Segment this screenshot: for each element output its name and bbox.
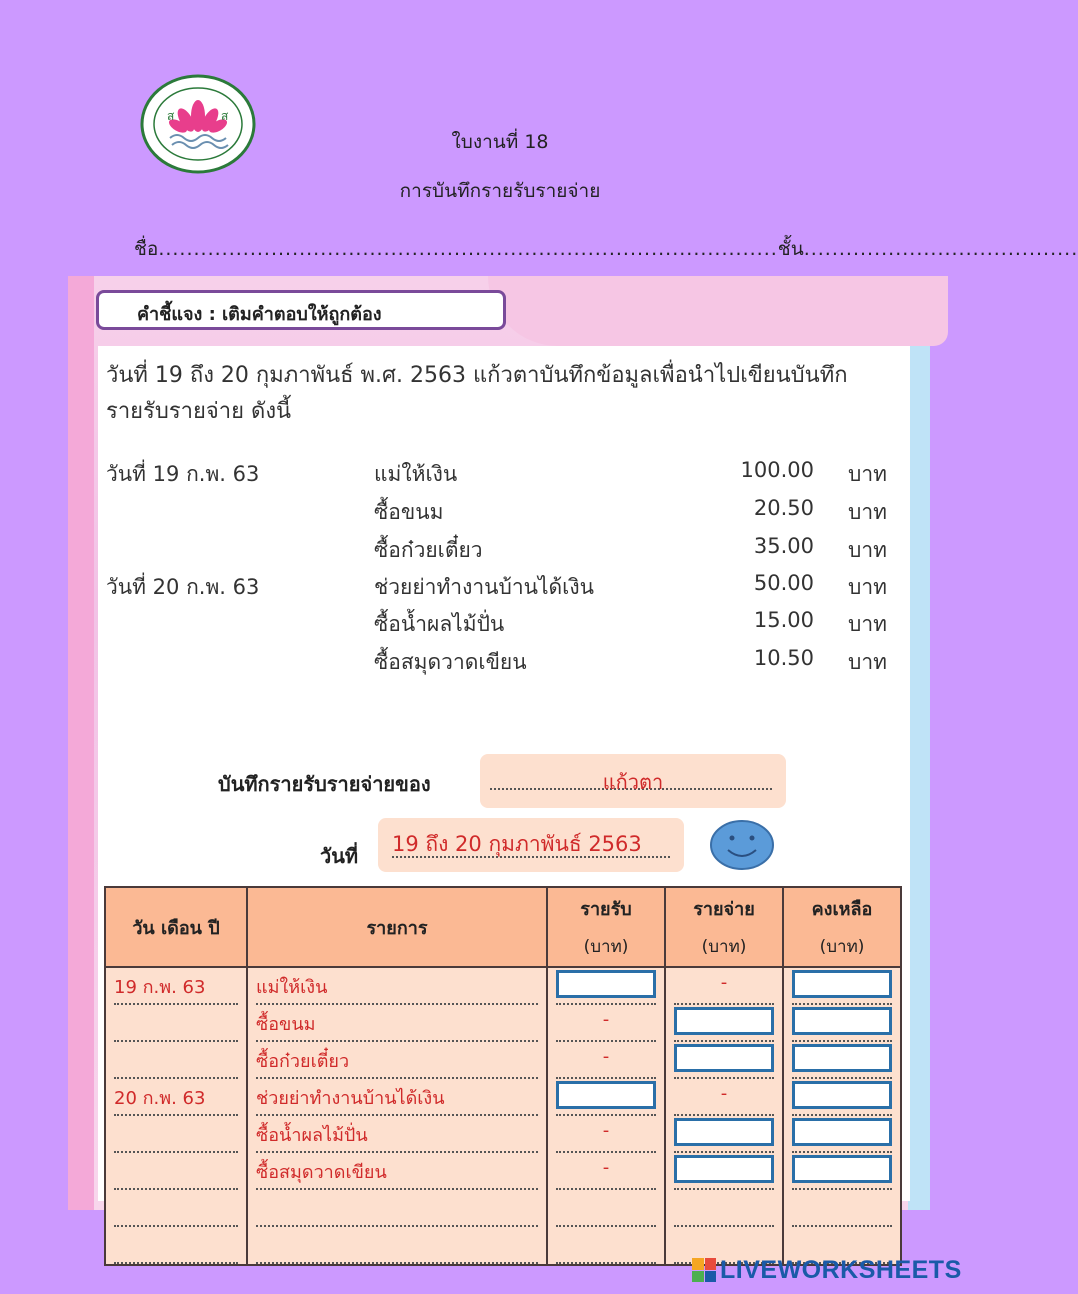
expense-column (665, 967, 783, 1265)
ledger-income-cell (556, 968, 656, 1005)
transaction-amount: 50.00 (753, 571, 814, 595)
header-expense: รายจ่าย (บาท) (665, 887, 783, 967)
ledger-table (104, 886, 902, 1266)
transaction-amount: 20.50 (753, 496, 814, 520)
worksheet-title: ใบงานที่ 18 (451, 131, 549, 153)
transaction-item: ซื้อก๋วยเตี๋ยว (374, 538, 483, 562)
ledger-item-cell (256, 1227, 538, 1264)
ledger-income-cell: - (556, 1042, 656, 1079)
ledger-income-cell: - (556, 1005, 656, 1042)
ledger-date-cell (114, 1227, 238, 1264)
name-class-line (134, 234, 1078, 264)
transaction-unit: บาท (848, 650, 887, 674)
ledger-item-cell: ซื้อขนม (256, 1005, 538, 1042)
ledger-date-cell (114, 1190, 238, 1227)
ledger-balance-cell (792, 1153, 892, 1190)
class-label: ชั้น (777, 238, 804, 260)
transaction-amount: 15.00 (753, 608, 814, 632)
expense-answer-input[interactable] (674, 1044, 774, 1072)
ledger-balance-cell (792, 1116, 892, 1153)
balance-answer-input[interactable] (792, 1007, 892, 1035)
smiley-icon (710, 820, 774, 870)
ledger-income-cell: - (556, 1116, 656, 1153)
ledger-item-cell: ซื้อน้ำผลไม้ปั่น (256, 1116, 538, 1153)
ledger-item-cell: ซื้อสมุดวาดเขียน (256, 1153, 538, 1190)
liveworksheets-logo[interactable] (692, 1256, 962, 1284)
balance-answer-input[interactable] (792, 970, 892, 998)
class-field[interactable]: ....................................... (803, 238, 1078, 260)
header-date: วัน เดือน ปี (105, 887, 247, 967)
transaction-date: วันที่ 19 ก.พ. 63 (106, 462, 260, 486)
expense-answer-input[interactable] (674, 1155, 774, 1183)
ledger-income-cell (556, 1079, 656, 1116)
ledger-expense-cell (674, 1005, 774, 1042)
record-date-box (378, 818, 684, 872)
record-date-value: 19 ถึง 20 กุมภาพันธ์ 2563 (392, 832, 642, 856)
ledger-expense-cell (674, 1042, 774, 1079)
ledger-expense-cell: - (674, 1079, 774, 1116)
school-logo (140, 74, 256, 174)
header-income: รายรับ (บาท) (547, 887, 665, 967)
intro-line-1: วันที่ 19 ถึง 20 กุมภาพันธ์ พ.ศ. 2563 แก้วตาบันทึกข้อมูลเพื่อนำไปเขียนบันทึก (106, 363, 848, 388)
transaction-unit: บาท (848, 500, 887, 524)
expense-answer-input[interactable] (674, 1118, 774, 1146)
record-date-label: วันที่ (320, 844, 359, 868)
name-label: ชื่อ (134, 238, 159, 260)
income-answer-input[interactable] (556, 1081, 656, 1109)
ledger-expense-cell (674, 1153, 774, 1190)
transaction-item: ซื้อน้ำผลไม้ปั่น (374, 612, 505, 636)
balance-column (783, 967, 901, 1265)
balance-answer-input[interactable] (792, 1081, 892, 1109)
intro-text (106, 358, 906, 430)
balance-answer-input[interactable] (792, 1155, 892, 1183)
record-owner-value: แก้วตา (602, 770, 664, 794)
transaction-amount: 100.00 (740, 458, 814, 482)
ledger-item-cell (256, 1190, 538, 1227)
ledger-item-cell: ช่วยย่าทำงานบ้านได้เงิน (256, 1079, 538, 1116)
ledger-item-cell: ซื้อก๋วยเตี๋ยว (256, 1042, 538, 1079)
decor-blob (488, 276, 948, 346)
intro-line-2: รายรับรายจ่าย ดังนี้ (106, 399, 292, 424)
ledger-balance-cell (792, 1079, 892, 1116)
transaction-date: วันที่ 20 ก.พ. 63 (106, 575, 260, 599)
exercise-content (98, 346, 910, 1201)
ledger-balance-cell (792, 968, 892, 1005)
date-column (105, 967, 247, 1265)
svg-text:ส: ส (221, 109, 229, 123)
svg-text:ส: ส (167, 109, 175, 123)
name-field[interactable]: ........................................................................................ (158, 238, 778, 260)
transaction-amount: 10.50 (753, 646, 814, 670)
ledger-item-cell: แม่ให้เงิน (256, 968, 538, 1005)
ledger-balance-cell (792, 1042, 892, 1079)
balance-answer-input[interactable] (792, 1118, 892, 1146)
decor-stripe-left (68, 276, 94, 1210)
liveworksheets-brand: LIVEWORKSHEETS (720, 1255, 962, 1284)
transaction-item: แม่ให้เงิน (374, 462, 458, 486)
ledger-date-cell (114, 1005, 238, 1042)
ledger-date-cell (114, 1153, 238, 1190)
transaction-item: ซื้อขนม (374, 500, 444, 524)
record-owner-label: บันทึกรายรับรายจ่ายของ (218, 772, 431, 796)
ledger-date-cell (114, 1116, 238, 1153)
transaction-unit: บาท (848, 538, 887, 562)
decor-stripe-right (908, 276, 930, 1210)
item-column (247, 967, 547, 1265)
ledger-income-cell (556, 1190, 656, 1227)
header-item: รายการ (247, 887, 547, 967)
instructions-label: คำชี้แจง : เติมคำตอบให้ถูกต้อง (96, 290, 506, 330)
ledger-income-cell: - (556, 1153, 656, 1190)
income-column (547, 967, 665, 1265)
income-answer-input[interactable] (556, 970, 656, 998)
ledger-expense-cell (674, 1190, 774, 1227)
record-owner-box (480, 754, 786, 808)
transaction-item: ซื้อสมุดวาดเขียน (374, 650, 527, 674)
header-balance: คงเหลือ (บาท) (783, 887, 901, 967)
transaction-amount: 35.00 (753, 534, 814, 558)
worksheet-subtitle: การบันทึกรายรับรายจ่าย (399, 180, 601, 202)
ledger-balance-cell (792, 1005, 892, 1042)
ledger-date-cell: 20 ก.พ. 63 (114, 1079, 238, 1116)
ledger-income-cell (556, 1227, 656, 1264)
liveworksheets-icon (692, 1258, 716, 1282)
ledger-date-cell (114, 1042, 238, 1079)
transaction-unit: บาท (848, 612, 887, 636)
ledger-balance-cell (792, 1190, 892, 1227)
ledger-expense-cell (674, 1116, 774, 1153)
ledger-expense-cell: - (674, 968, 774, 1005)
transaction-unit: บาท (848, 575, 887, 599)
balance-answer-input[interactable] (792, 1044, 892, 1072)
transaction-item: ช่วยย่าทำงานบ้านได้เงิน (374, 575, 594, 599)
expense-answer-input[interactable] (674, 1007, 774, 1035)
ledger-date-cell: 19 ก.พ. 63 (114, 968, 238, 1005)
exercise-panel (68, 276, 930, 1210)
transaction-unit: บาท (848, 462, 887, 486)
